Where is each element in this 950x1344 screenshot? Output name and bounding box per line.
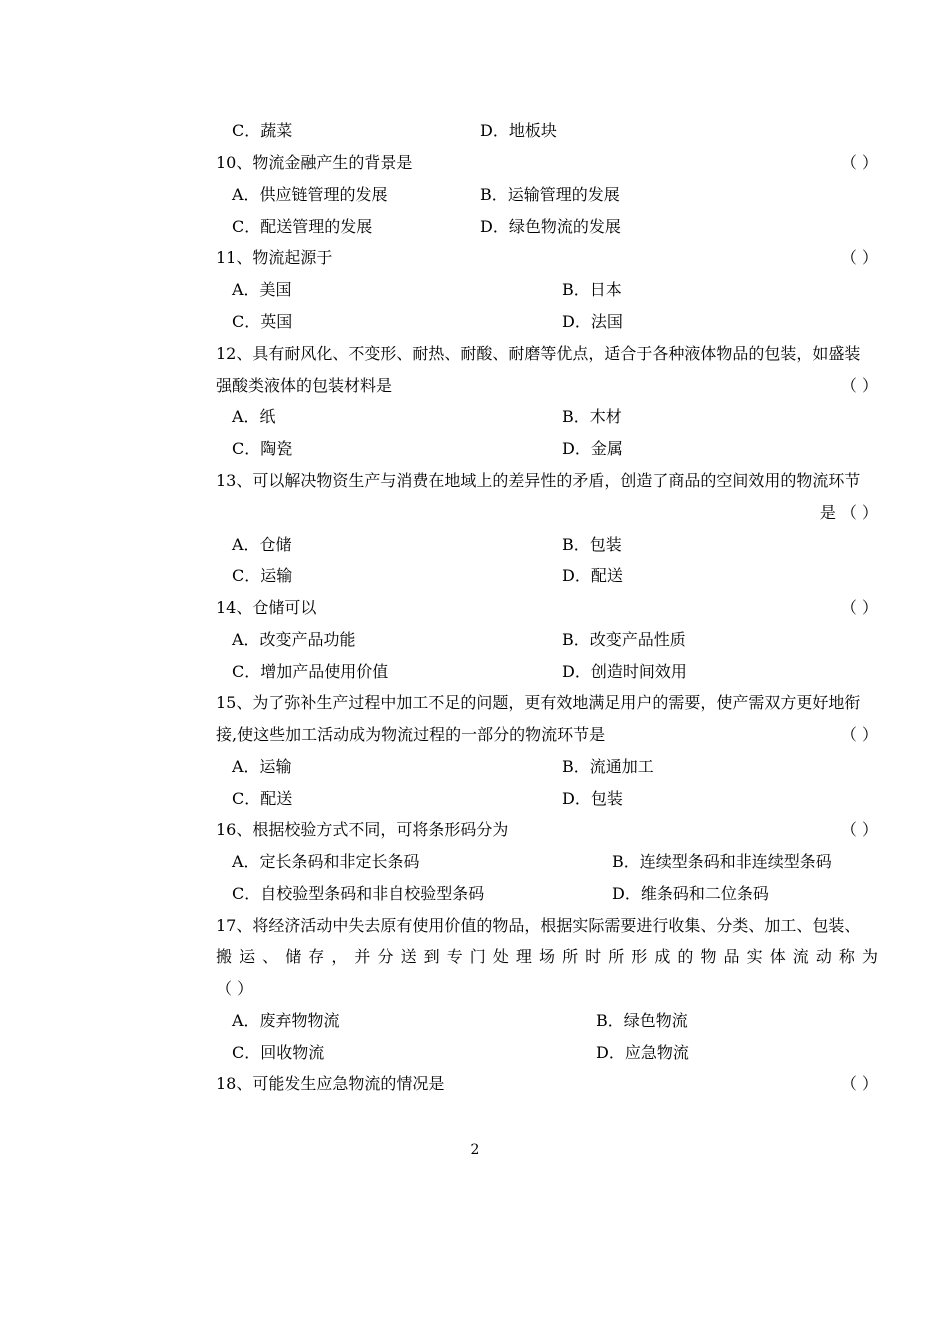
q10-option-a: A．供应链管理的发展 [232,185,388,204]
q14-stem-line [0,592,950,624]
q11-options-ab [0,274,950,306]
q14-options-cd [0,656,950,688]
q13-options-cd [0,560,950,592]
q11-answer-blank: （ ） [840,248,878,267]
q17-option-c: C．回收物流 [232,1043,325,1062]
q10-stem: 10、物流金融产生的背景是 [216,153,413,172]
q12-option-b: B．木材 [562,407,622,426]
q17-options-ab [0,1005,950,1037]
q17-stem-part2: 搬运、储存，并分送到专门处理场所时所形成的物品实体流动称为 [216,947,878,966]
q12-option-a: A．纸 [232,407,276,426]
q13-stem-line1 [0,465,950,497]
q13-stem-part2: 是 （ ） [819,503,878,522]
q15-options-ab [0,751,950,783]
q12-stem-part1: 12、具有耐风化、不变形、耐热、耐酸、耐磨等优点，适合于各种液体物品的包装，如盛装 [216,344,861,363]
q10-stem-line [0,147,950,179]
q10-option-b: B．运输管理的发展 [480,185,620,204]
q14-options-ab [0,624,950,656]
q17-option-b: B．绿色物流 [596,1011,688,1030]
q12-options-cd [0,433,950,465]
q15-option-b: B．流通加工 [562,757,654,776]
q15-option-c: C．配送 [232,789,293,808]
q16-option-a: A．定长条码和非定长条码 [232,852,420,871]
q16-answer-blank: （ ） [840,820,878,839]
q9-options-cd [0,115,950,147]
q14-option-d: D．创造时间效用 [562,662,687,681]
q13-option-a: A．仓储 [232,535,292,554]
q16-option-b: B．连续型条码和非连续型条码 [612,852,832,871]
q17-options-cd [0,1037,950,1069]
q12-stem-line1 [0,338,950,370]
q13-option-c: C．运输 [232,566,293,585]
q16-stem: 16、根据校验方式不同，可将条形码分为 [216,820,509,839]
q17-option-d: D．应急物流 [596,1043,689,1062]
q14-option-c: C．增加产品使用价值 [232,662,389,681]
q15-answer-blank: （ ） [840,725,878,744]
q13-stem-part1: 13、可以解决物资生产与消费在地域上的差异性的矛盾，创造了商品的空间效用的物流环节 [216,471,861,490]
q9-option-c: C．蔬菜 [232,121,293,140]
q13-option-b: B．包装 [562,535,622,554]
q11-option-d: D．法国 [562,312,623,331]
q11-stem-line [0,242,950,274]
q15-option-a: A．运输 [232,757,292,776]
q10-answer-blank: （ ） [840,153,878,172]
q12-stem-part2: 强酸类液体的包装材料是 [216,376,393,395]
q12-option-d: D．金属 [562,439,623,458]
q16-options-ab [0,846,950,878]
q10-option-c: C．配送管理的发展 [232,217,373,236]
q17-answer-blank: （ ） [216,979,254,998]
q18-answer-blank: （ ） [840,1074,878,1093]
q10-options-ab [0,179,950,211]
q14-option-a: A．改变产品功能 [232,630,356,649]
q17-stem-part1: 17、将经济活动中失去原有使用价值的物品，根据实际需要进行收集、分类、加工、包装、 [216,916,861,935]
q18-stem-line [0,1068,950,1100]
q11-options-cd [0,306,950,338]
q15-stem-line2 [0,719,950,751]
q17-stem-line1 [0,910,950,942]
q15-stem-line1 [0,687,950,719]
q11-option-c: C．英国 [232,312,293,331]
q17-stem-line3 [0,973,950,1005]
q17-option-a: A．废弃物物流 [232,1011,340,1030]
q14-option-b: B．改变产品性质 [562,630,686,649]
page-number: 2 [470,1142,480,1158]
q15-stem-part1: 15、为了弥补生产过程中加工不足的问题，更有效地满足用户的需要，使产需双方更好地衔 [216,693,861,712]
q16-option-c: C．自校验型条码和非自校验型条码 [232,884,485,903]
q16-stem-line [0,814,950,846]
q17-stem-line2 [0,941,950,973]
q12-stem-line2 [0,370,950,402]
q15-option-d: D．包装 [562,789,623,808]
q11-option-b: B．日本 [562,280,622,299]
q16-option-d: D．维条码和二位条码 [612,884,769,903]
q10-option-d: D．绿色物流的发展 [480,217,621,236]
q12-options-ab [0,401,950,433]
q16-options-cd [0,878,950,910]
q13-option-d: D．配送 [562,566,623,585]
q11-stem: 11、物流起源于 [216,248,333,267]
q12-option-c: C．陶瓷 [232,439,293,458]
q12-answer-blank: （ ） [840,376,878,395]
q14-answer-blank: （ ） [840,598,878,617]
q10-options-cd [0,211,950,243]
q15-options-cd [0,783,950,815]
q9-option-d: D．地板块 [480,121,557,140]
q18-stem: 18、可能发生应急物流的情况是 [216,1074,445,1093]
q15-stem-part2: 接,使这些加工活动成为物流过程的一部分的物流环节是 [216,725,606,744]
q13-options-ab [0,529,950,561]
q14-stem: 14、仓储可以 [216,598,317,617]
q13-stem-line2 [0,497,950,529]
q11-option-a: A．美国 [232,280,292,299]
